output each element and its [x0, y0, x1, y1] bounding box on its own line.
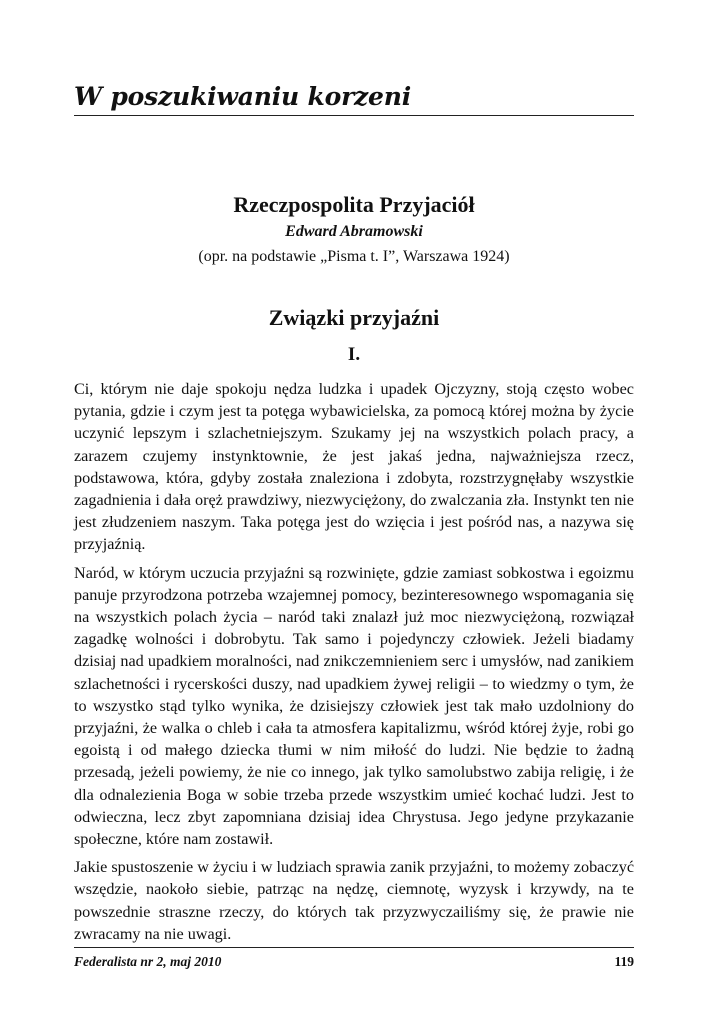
article-source: (opr. na podstawie „Pisma t. I”, Warszawa 1924) — [198, 248, 510, 265]
running-head: W poszukiwaniu korzeni — [74, 82, 412, 111]
paragraph: Ci, którym nie daje spokoju nędza ludzka i upadek Ojczyzny, stoją często wobec pytania, gdzie i czym jest ta potęga wybawicielska, za pomocą której można by życie uczynić lepszym i szlachetniejszym. Szukamy jej na wszystkich polach pracy, a zarazem czujemy instynktownie, że jest jakaś jedna, najważniejsza rzecz, podstawowa, która, gdyby została znaleziona i zdobyta, rozstrzygnęłaby wszystkie zagadnienia i dała oręż prawdziwy, niezwyciężony, do zwalczania zła. Instynkt ten nie jest złudzeniem naszym. Taka potęga jest do wzięcia i jest pośród nas, a nazywa się przyjaźnią. — [74, 380, 634, 554]
article-author: Edward Abramowski — [285, 223, 423, 240]
paragraph: Naród, w którym uczucia przyjaźni są rozwinięte, gdzie zamiast sobkostwa i egoizmu panuje przyrodzona potrzeba wzajemnej pomocy, bezinteresownego wspomagania się na wszystkich polach życia – naród taki znalazł już moc niezwyciężoną, rozwiązał zagadkę wolności i dobrobytu. Tak samo i pojedynczy człowiek. Jeżeli biadamy dzisiaj nad upadkiem moralności, nad znikczemnieniem serc i umysłów, nad zanikiem szlachetności i rycerskości duszy, nad upadkiem żywej religii – to wiedzmy o tym, że to wszystko stąd tylko wynika, że dzisiejszy człowiek jest tak mało uzdolniony do przyjaźni, że walka o chleb i cała ta atmosfera kapitalizmu, wśród której żyje, robi go egoistą i od małego dziecka tłumi w nim miłość do ludzi. Nie będzie to żadną przesadą, jeżeli powiemy, że nie co innego, jak tylko samolubstwo zabija religię, i że dla odnalezienia Boga w sobie trzeba przede wszystkim umieć kochać ludzi. Jest to odwieczna, lecz zbyt zapomniana dzisiaj idea Chrystusa. Jego jedyne przykazanie społeczne, które nam zostawił. — [74, 563, 634, 849]
footer-rule — [74, 947, 634, 948]
header-rule — [74, 115, 634, 116]
page-number: 119 — [614, 954, 634, 969]
section-title: Związki przyjaźni — [268, 305, 440, 330]
section-number: I. — [347, 344, 361, 365]
paragraph: Jakie spustoszenie w życiu i w ludziach sprawia zanik przyjaźni, to możemy zobaczyć wszędzie, naokoło siebie, patrząc na nędzę, ciemnotę, wyzysk i krzywdy, na te powszednie straszne rzeczy, do których tak przyzwyczailiśmy się, że prawie nie zwracamy na nie uwagi. — [74, 858, 634, 943]
body-text — [74, 378, 634, 951]
footer-publication: Federalista nr 2, maj 2010 — [74, 954, 222, 969]
article-heading — [74, 190, 634, 268]
article-title: Rzeczpospolita Przyjaciół — [233, 192, 475, 217]
